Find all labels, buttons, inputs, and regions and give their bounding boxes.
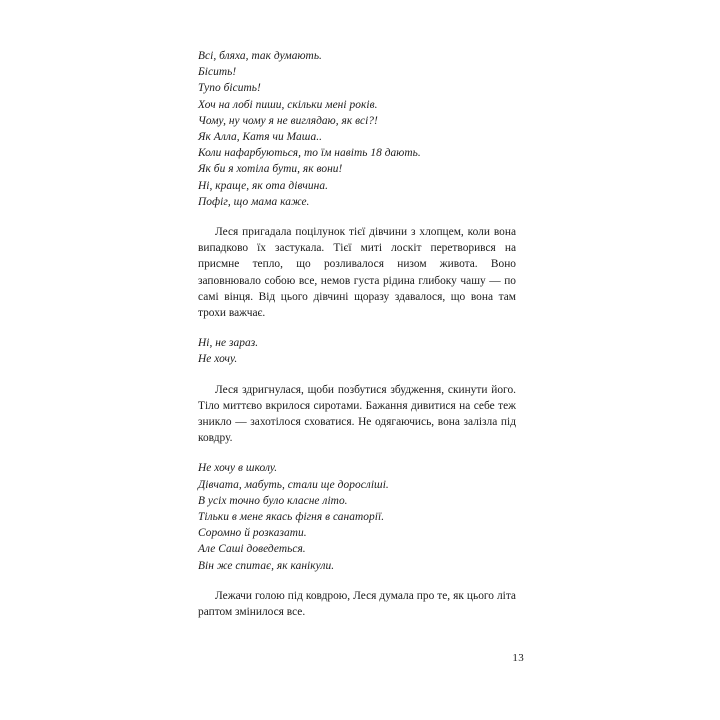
verse-line: Не хочу в школу. (198, 462, 278, 475)
body-paragraph: Лежачи голою під ковдрою, Леся думала про те, як цього літа раптом змінилося все. (198, 589, 516, 619)
verse-line: Всі, бляха, так думають. (198, 50, 322, 62)
verse-line: Як би я хотіла бути, як вони! (198, 163, 343, 176)
body-paragraph: Леся пригадала поцілунок тієї дівчини з хлопцем, коли вона випадково їх застукала. Тієї миті лоскіт перетворився на присмне тепло, що розливалося низом живота. Воно заповнювало собою все, немов густа рідина глибоку чашу — по самі вінця. Від цього дівчині щоразу здавалося, що вона там трохи важчає. (198, 226, 516, 320)
verse-block-1 (198, 48, 516, 210)
verse-line: Чому, ну чому я не виглядаю, як всі?! (198, 114, 378, 127)
verse-line: Як Алла, Катя чи Маша.. (198, 131, 322, 144)
page-number: 13 (512, 652, 524, 664)
verse-line: Пофіг, що мама каже. (198, 195, 310, 208)
verse-line: Ні, не зараз. (198, 337, 259, 350)
verse-line: Хоч на лобі пиши, скільки мені років. (198, 98, 378, 111)
verse-line: В усіх точно було класне літо. (198, 494, 348, 507)
verse-line: Тупо бісить! (198, 82, 261, 95)
verse-line: Тільки в мене якась фігня в санаторії. (198, 511, 385, 524)
verse-line: Коли нафарбуються, то їм навіть 18 дають. (198, 147, 421, 160)
verse-line: Він же спитає, як канікули. (198, 559, 335, 572)
verse-line: Бісить! (198, 66, 237, 79)
verse-block-3 (198, 460, 516, 573)
verse-block-2 (198, 335, 516, 367)
verse-line: Ні, краще, як ота дівчина. (198, 179, 329, 192)
verse-line: Але Саші доведеться. (198, 543, 306, 556)
page-text-column (198, 48, 516, 633)
verse-line: Соромно й розказати. (198, 527, 307, 540)
verse-line: Не хочу. (198, 353, 238, 366)
body-paragraph: Леся здригнулася, щоби позбутися збудження, скинути його. Тіло миттєво вкрилося сиротами. Бажання дивитися на себе теж зникло — захотілося сховатися. Не одягаючись, вона залізла під ковдру. (198, 383, 516, 445)
verse-line: Дівчата, мабуть, стали ще дорослішi. (198, 478, 389, 491)
